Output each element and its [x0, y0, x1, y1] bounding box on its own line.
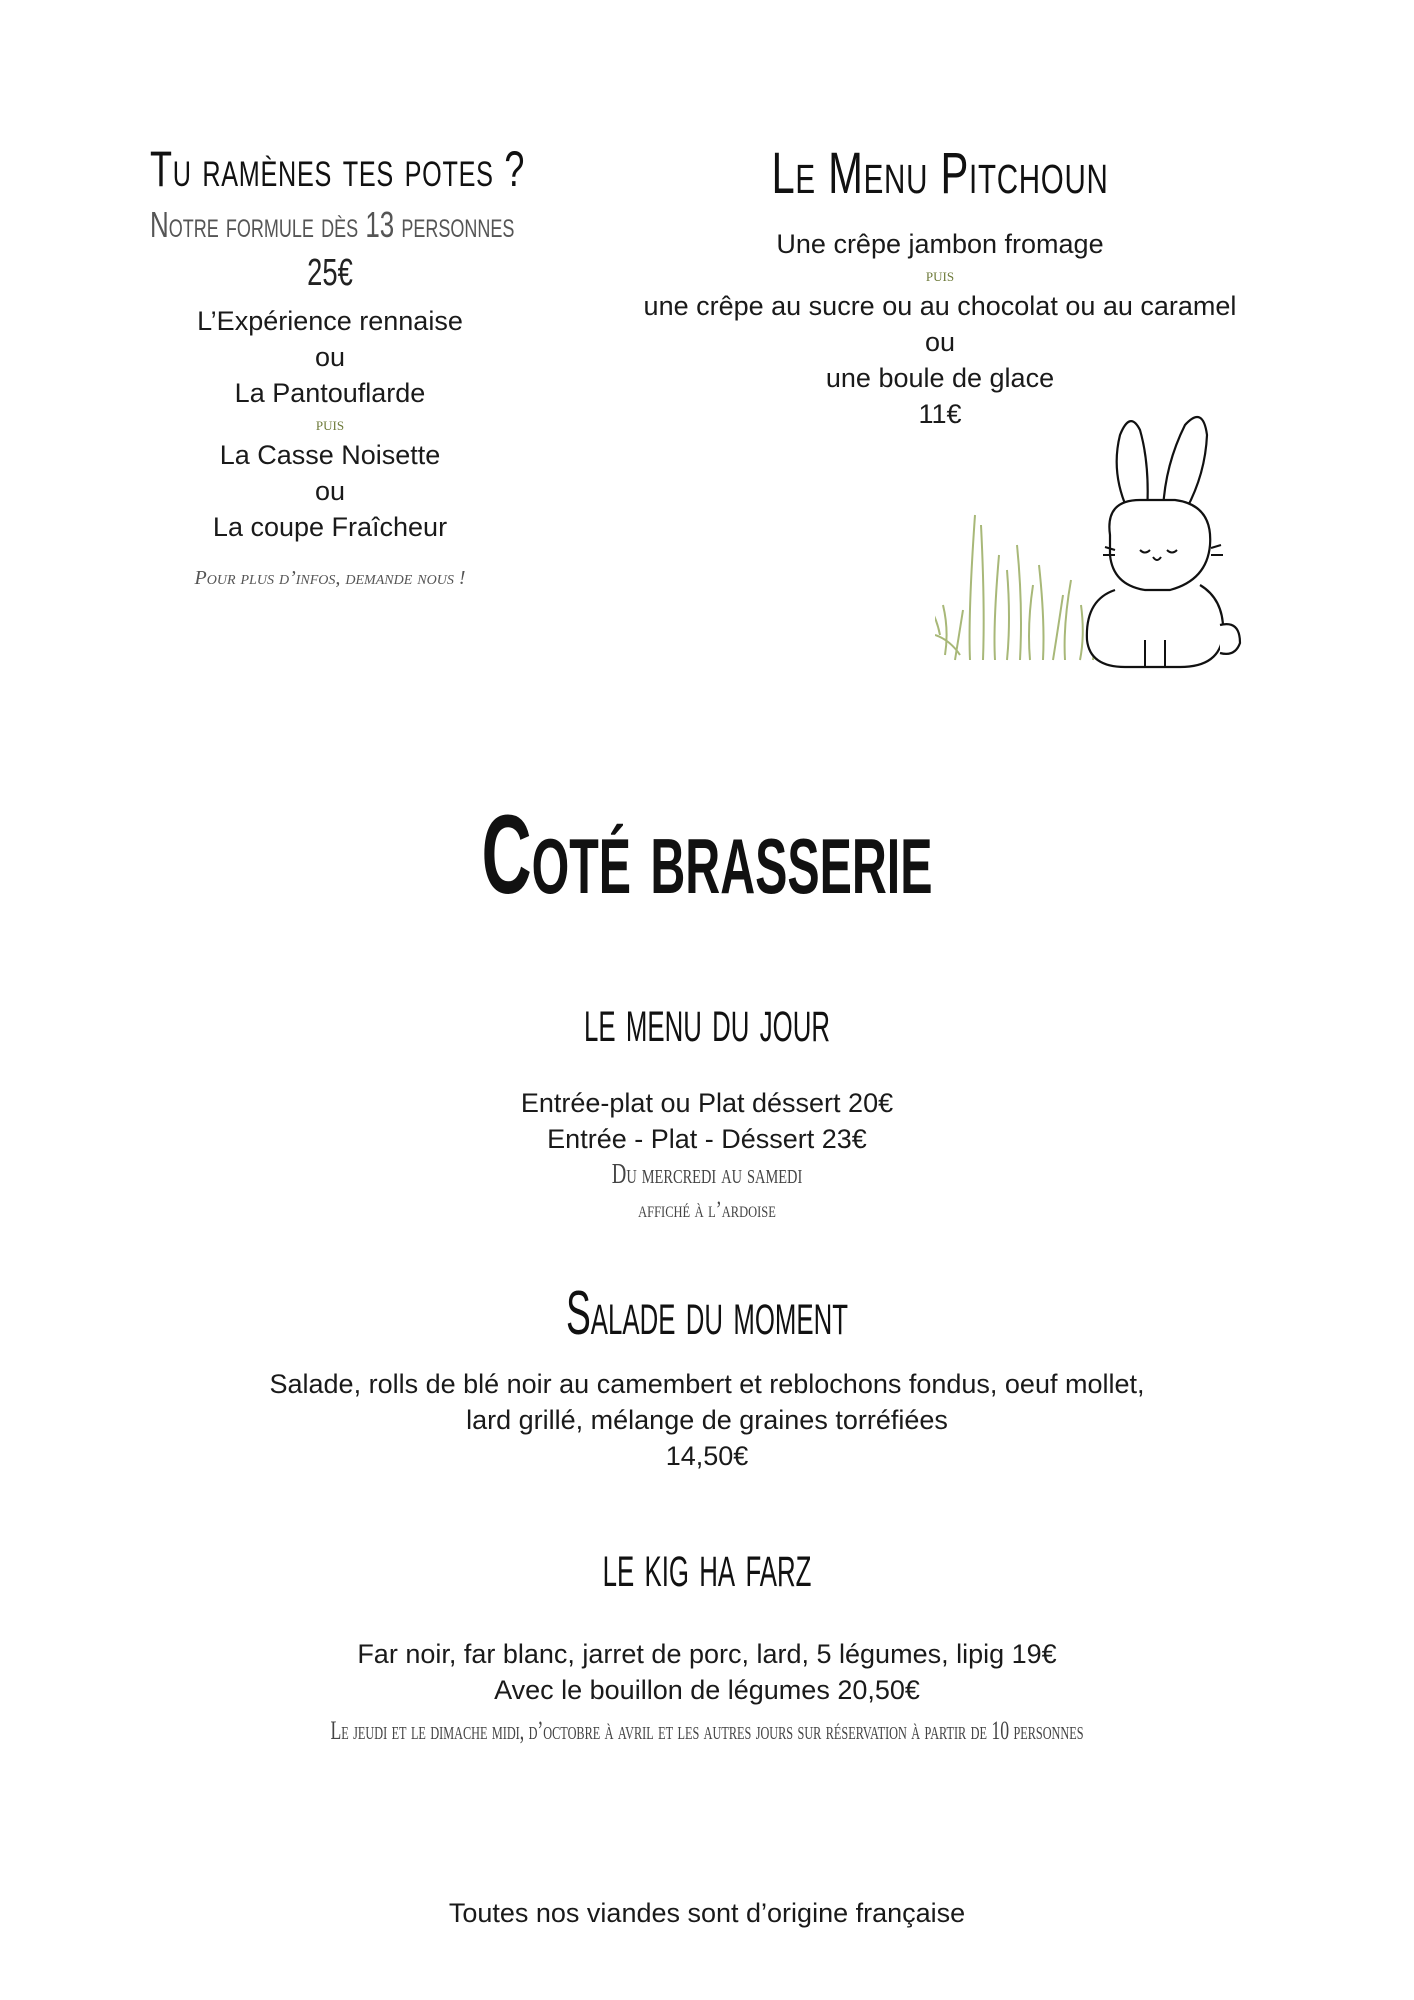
pitchoun-line-2: une crêpe au sucre ou au chocolat ou au caramel — [643, 291, 1237, 321]
salade-section — [150, 1278, 1264, 1474]
salade-price: 14,50€ — [665, 1441, 749, 1471]
pitchoun-line-4: une boule de glace — [825, 363, 1055, 393]
kig-note: Le jeudi et le dimache midi, d’octobre à avril et les autres jours sur réservation à partir de 10 personnes — [330, 1716, 1084, 1745]
salade-title: Salade du moment — [565, 1279, 848, 1348]
friends-title: Tu ramènes tes potes ? — [150, 141, 526, 197]
friends-subtitle: Notre formule dès 13 personnes — [150, 204, 515, 245]
friends-item-4: La Casse Noisette — [219, 440, 441, 470]
footer-text: Toutes nos viandes sont d’origine française — [448, 1898, 966, 1928]
friends-section — [80, 140, 580, 590]
friends-note: Pour plus d’infos, demande nous ! — [194, 567, 466, 589]
menu-jour-section — [200, 985, 1214, 1223]
salade-line-2: lard grillé, mélange de graines torréfiées — [466, 1405, 948, 1435]
footer-note — [0, 1895, 1414, 1931]
brasserie-section — [0, 790, 1414, 919]
pitchoun-title: Le Menu Pitchoun — [771, 141, 1109, 206]
bunny-icon — [935, 405, 1255, 670]
brasserie-title: Coté brasserie — [481, 792, 933, 917]
menu-jour-note-2: affiché à l’ardoise — [638, 1197, 776, 1222]
pitchoun-line-3: ou — [924, 327, 956, 357]
kig-line-2: Avec le bouillon de légumes 20,50€ — [494, 1675, 920, 1705]
pitchoun-price: 11€ — [918, 399, 962, 429]
kig-line-1: Far noir, far blanc, jarret de porc, lard, 5 légumes, lipig 19€ — [357, 1639, 1057, 1669]
friends-item-2: ou — [314, 342, 346, 372]
pitchoun-section — [600, 140, 1280, 432]
pitchoun-line-1: Une crêpe jambon fromage — [776, 229, 1104, 259]
friends-price: 25€ — [307, 252, 353, 294]
kig-section — [150, 1530, 1264, 1746]
pitchoun-separator: puis — [925, 265, 955, 285]
friends-separator: puis — [315, 414, 345, 434]
friends-item-5: ou — [314, 476, 346, 506]
menu-jour-title: le menu du jour — [583, 986, 831, 1055]
menu-jour-line-2: Entrée - Plat - Déssert 23€ — [547, 1124, 867, 1154]
friends-item-1: L’Expérience rennaise — [197, 306, 463, 336]
salade-line-1: Salade, rolls de blé noir au camembert et reblochons fondus, oeuf mollet, — [269, 1369, 1145, 1399]
menu-jour-note-1: Du mercredi au samedi — [611, 1159, 803, 1190]
menu-jour-line-1: Entrée-plat ou Plat déssert 20€ — [520, 1088, 894, 1118]
friends-item-3: La Pantouflarde — [234, 378, 426, 408]
friends-item-6: La coupe Fraîcheur — [212, 512, 448, 542]
kig-title: le kig ha farz — [602, 1531, 812, 1600]
